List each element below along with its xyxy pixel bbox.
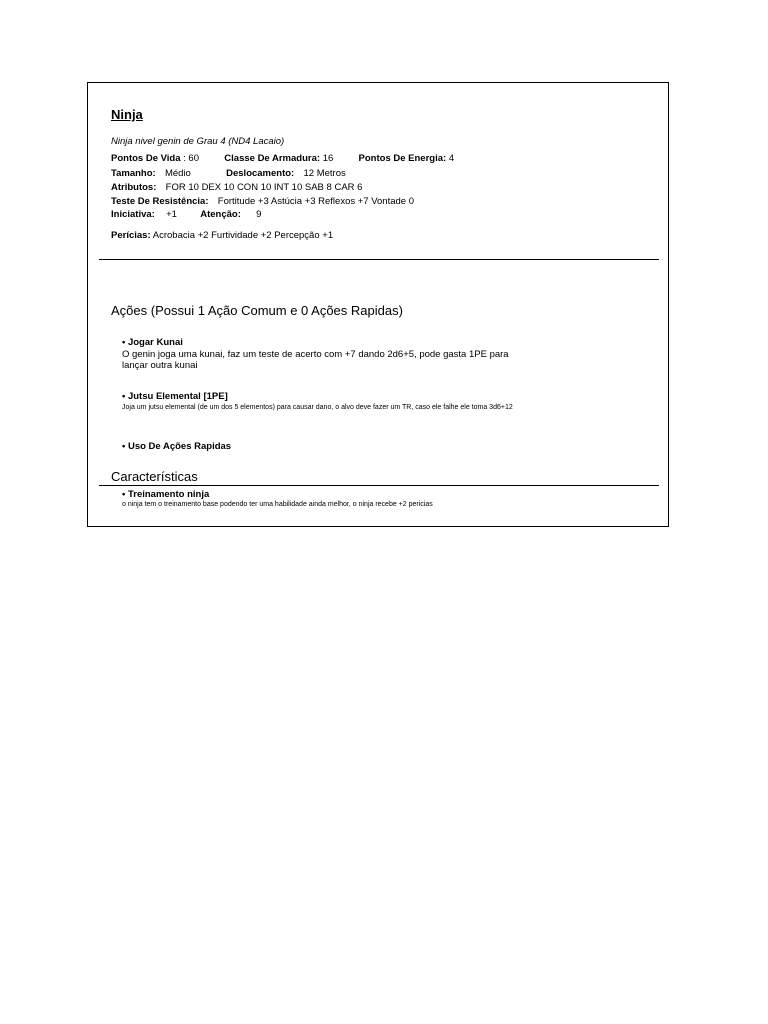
action-name: • Jutsu Elemental [1PE]	[122, 391, 228, 402]
action-name: • Uso De Ações Rapidas	[122, 441, 232, 452]
stats-row-pericias	[111, 230, 333, 241]
iniciativa-value: +1	[166, 209, 177, 220]
tamanho-value: Médio	[164, 168, 191, 179]
caracteristicas-heading: Características	[111, 469, 198, 484]
pericias-value: Acrobacia +2 Furtividade +2 Percepção +1	[152, 230, 334, 241]
pericias-label: Perícias:	[111, 230, 151, 241]
atributos-label: Atributos:	[111, 182, 157, 193]
tr-value: Fortitude +3 Astúcia +3 Reflexos +7 Vontade 0	[217, 196, 414, 207]
desloc-label: Deslocamento:	[226, 168, 295, 179]
pv-label: Pontos De Vida	[111, 153, 181, 164]
atencao-label: Atenção:	[200, 209, 241, 220]
ca-label: Classe De Armadura:	[224, 153, 321, 164]
desloc-value: 12 Metros	[303, 168, 346, 179]
pv-value: : 60	[183, 153, 200, 164]
caracteristicas-divider	[99, 485, 659, 486]
atencao-value: 9	[256, 209, 262, 220]
acoes-heading: Ações (Possui 1 Ação Comum e 0 Ações Rapidas)	[111, 303, 403, 318]
tr-label: Teste De Resistência:	[111, 196, 209, 207]
pe-label: Pontos De Energia:	[358, 153, 447, 164]
trait-name: • Treinamento ninja	[122, 489, 210, 500]
iniciativa-label: Iniciativa:	[111, 209, 155, 220]
stats-row-atributos	[111, 182, 362, 193]
creature-name: Ninja	[111, 107, 143, 122]
section-divider	[99, 259, 659, 260]
creature-subtitle: Ninja nivel genin de Grau 4 (ND4 Lacaio)	[111, 136, 285, 147]
action-description: Joja um jutsu elemental (de um dos 5 elementos) para causar dano, o alvo deve fazer um TR, caso ele falhe ele toma 3d6+12	[122, 404, 513, 411]
stats-row-size	[111, 168, 346, 179]
stats-row-vitals	[111, 153, 454, 164]
trait-description: o ninja tem o treinamento base podendo ter uma habilidade ainda melhor, o ninja recebe +2 pericias	[122, 501, 433, 508]
stats-row-iniciativa	[111, 209, 261, 220]
ca-value: 16	[322, 153, 334, 164]
action-name: • Jogar Kunai	[122, 337, 183, 348]
pe-value: 4	[448, 153, 455, 164]
atributos-value: FOR 10 DEX 10 CON 10 INT 10 SAB 8 CAR 6	[165, 182, 363, 193]
tamanho-label: Tamanho:	[111, 168, 156, 179]
stat-block-card	[87, 82, 669, 527]
stats-row-resistencia	[111, 196, 414, 207]
action-description: O genin joga uma kunai, faz um teste de acerto com +7 dando 2d6+5, pode gasta 1PE para lançar outra kunai	[122, 349, 509, 371]
